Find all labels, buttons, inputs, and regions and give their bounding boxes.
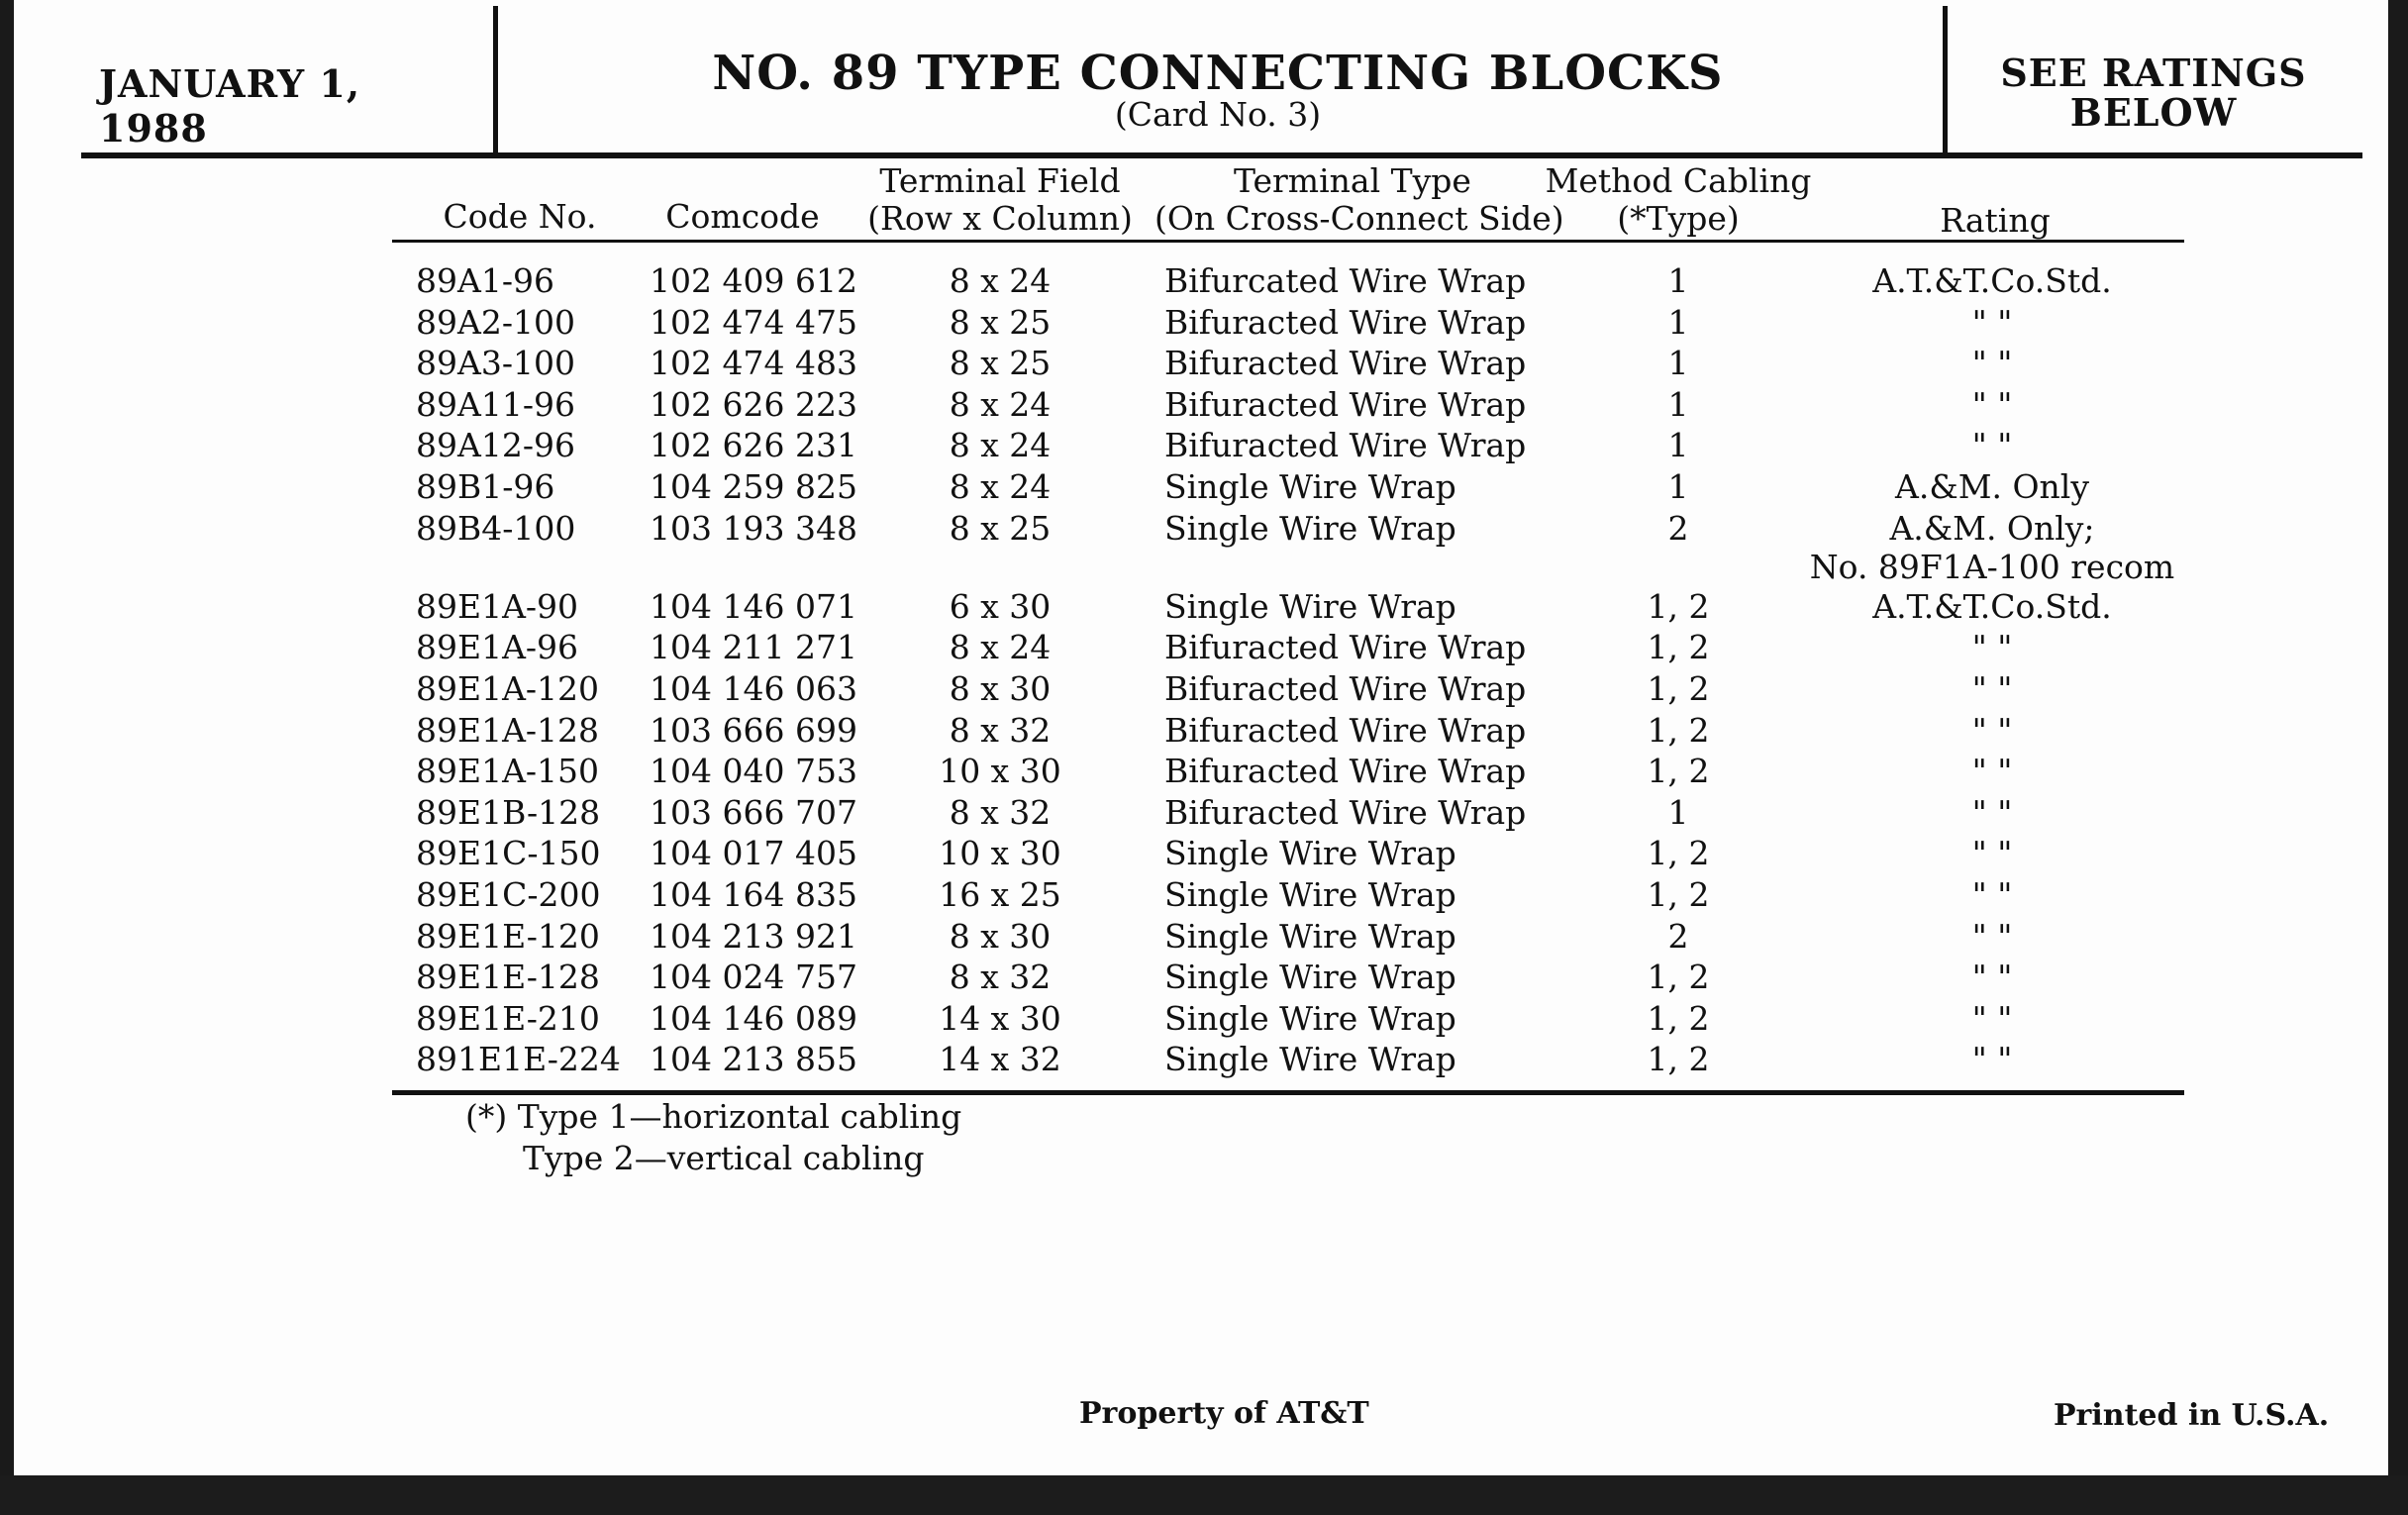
- cell-comcode: 102 409 612: [650, 261, 857, 300]
- cell-type: Single Wire Wrap: [1164, 508, 1456, 548]
- cell-rating: " ": [1971, 344, 2013, 383]
- cell-field: 8 x 32: [949, 710, 1052, 750]
- cell-rating: " ": [1971, 1040, 2013, 1079]
- cell-field: 8 x 25: [949, 302, 1052, 342]
- cell-field: 8 x 25: [949, 508, 1052, 548]
- cell-comcode: 102 626 223: [650, 384, 857, 424]
- cell-method: 1, 2: [1647, 628, 1710, 667]
- header-rule: [81, 152, 2362, 158]
- cell-method: 1: [1667, 384, 1689, 424]
- table-header-rule: [392, 240, 2184, 243]
- col-header-rating: Rating: [1940, 201, 2051, 240]
- cell-rating: " ": [1971, 958, 2013, 997]
- cell-code: 89A12-96: [416, 426, 575, 465]
- col-header-field: [861, 162, 1139, 238]
- cell-code: 89A2-100: [416, 302, 575, 342]
- footer-printed: Printed in U.S.A.: [2054, 1398, 2330, 1433]
- cell-code: 89E1C-150: [416, 834, 601, 873]
- cell-rating: A.T.&T.Co.Std.: [1872, 586, 2112, 626]
- col-header-method-line2: (*Type): [1617, 199, 1740, 238]
- cell-rating: " ": [1971, 916, 2013, 956]
- cell-comcode: 104 164 835: [650, 875, 857, 914]
- col-header-type-line2: (On Cross-Connect Side): [1154, 199, 1564, 238]
- cell-rating: " ": [1971, 875, 2013, 914]
- col-header-type: [1154, 161, 1564, 238]
- cell-method: 1: [1667, 261, 1689, 300]
- cell-rating: " ": [1971, 834, 2013, 873]
- cell-comcode: 104 146 071: [650, 586, 857, 626]
- cell-method: 1: [1667, 302, 1689, 342]
- cell-field: 8 x 30: [949, 669, 1052, 708]
- cell-field: 10 x 30: [939, 752, 1061, 791]
- cell-method: 1: [1667, 467, 1689, 506]
- cell-comcode: 103 666 707: [650, 792, 857, 832]
- cell-method: 1, 2: [1647, 586, 1710, 626]
- cell-type: Single Wire Wrap: [1164, 1040, 1456, 1079]
- cell-field: 8 x 32: [949, 958, 1052, 997]
- cell-method: 2: [1667, 508, 1689, 548]
- cell-code: 89E1A-150: [416, 752, 600, 791]
- cell-comcode: 104 024 757: [650, 958, 857, 997]
- cell-type: Single Wire Wrap: [1164, 467, 1456, 506]
- cell-rating: A.&M. Only: [1895, 467, 2089, 506]
- table-bottom-rule: [392, 1090, 2184, 1095]
- footer-property: Property of AT&T: [1079, 1396, 1369, 1431]
- cell-rating: " ": [1971, 426, 2013, 465]
- cell-comcode: 102 474 483: [650, 344, 857, 383]
- cell-code: 89B1-96: [416, 467, 555, 506]
- cell-code: 891E1E-224: [416, 1040, 621, 1079]
- col-header-method-line1: Method Cabling: [1545, 161, 1812, 200]
- cell-rating: " ": [1971, 710, 2013, 750]
- cell-rating: " ": [1971, 792, 2013, 832]
- card-title: NO. 89 TYPE CONNECTING BLOCKS: [712, 46, 1724, 101]
- cell-method: 1, 2: [1647, 875, 1710, 914]
- header-rating-line2: BELOW: [2069, 90, 2238, 135]
- cell-comcode: 104 146 063: [650, 669, 857, 708]
- cell-method: 1, 2: [1647, 669, 1710, 708]
- card-subtitle: (Card No. 3): [1114, 95, 1322, 134]
- cell-field: 14 x 30: [939, 998, 1061, 1038]
- cell-type: Bifuracted Wire Wrap: [1164, 669, 1527, 708]
- cell-type: Single Wire Wrap: [1164, 834, 1456, 873]
- cell-code: 89A3-100: [416, 344, 575, 383]
- cell-type: Single Wire Wrap: [1164, 998, 1456, 1038]
- cell-field: 10 x 30: [939, 834, 1061, 873]
- cell-rating: " ": [1971, 628, 2013, 667]
- cell-code: 89B4-100: [416, 508, 576, 548]
- cell-comcode: 104 040 753: [650, 752, 857, 791]
- cell-field: 8 x 30: [949, 916, 1052, 956]
- cell-type: Single Wire Wrap: [1164, 916, 1456, 956]
- cell-code: 89A1-96: [416, 261, 554, 300]
- cell-rating-extra: No. 89F1A-100 recom: [1809, 548, 2175, 587]
- cell-code: 89E1B-128: [416, 792, 601, 832]
- cell-method: 1, 2: [1647, 958, 1710, 997]
- cell-code: 89E1A-128: [416, 710, 600, 750]
- cell-comcode: 102 474 475: [650, 302, 857, 342]
- cell-field: 14 x 32: [939, 1040, 1061, 1079]
- cell-type: Bifuracted Wire Wrap: [1164, 344, 1527, 383]
- cell-type: Bifuracted Wire Wrap: [1164, 426, 1527, 465]
- cell-code: 89E1E-120: [416, 916, 600, 956]
- col-header-field-line1: Terminal Field: [879, 161, 1121, 200]
- cell-comcode: 104 259 825: [650, 467, 857, 506]
- cell-comcode: 103 193 348: [650, 508, 857, 548]
- cell-type: Bifuracted Wire Wrap: [1164, 752, 1527, 791]
- cell-rating: A.T.&T.Co.Std.: [1872, 261, 2112, 300]
- cell-method: 1: [1667, 344, 1689, 383]
- cell-rating: " ": [1971, 998, 2013, 1038]
- cell-field: 8 x 24: [949, 426, 1052, 465]
- cell-field: 8 x 24: [949, 261, 1052, 300]
- cell-comcode: 104 211 271: [650, 628, 857, 667]
- cell-field: 8 x 24: [949, 467, 1052, 506]
- cell-rating: " ": [1971, 669, 2013, 708]
- col-header-field-line2: (Row x Column): [867, 199, 1133, 238]
- cell-code: 89E1E-128: [416, 958, 600, 997]
- card-date: JANUARY 1, 1988: [99, 61, 361, 151]
- col-header-method: [1545, 162, 1812, 238]
- scan-edge-bottom: [0, 1475, 2408, 1515]
- cell-field: 8 x 32: [949, 792, 1052, 832]
- cell-field: 8 x 24: [949, 384, 1052, 424]
- header-divider-left: [493, 6, 498, 154]
- cell-code: 89E1A-120: [416, 669, 600, 708]
- cell-method: 2: [1667, 916, 1689, 956]
- cell-method: 1, 2: [1647, 834, 1710, 873]
- cell-method: 1: [1667, 792, 1689, 832]
- cell-method: 1, 2: [1647, 752, 1710, 791]
- footnote-type1: (*) Type 1—horizontal cabling: [465, 1097, 962, 1136]
- cell-comcode: 104 146 089: [650, 998, 857, 1038]
- cell-method: 1, 2: [1647, 998, 1710, 1038]
- cell-rating: " ": [1971, 302, 2013, 342]
- cell-field: 16 x 25: [939, 875, 1061, 914]
- cell-code: 89E1E-210: [416, 998, 600, 1038]
- header-rating-line1: SEE RATINGS: [2000, 50, 2307, 95]
- header-divider-right: [1943, 6, 1948, 158]
- cell-comcode: 104 017 405: [650, 834, 857, 873]
- col-header-type-line1: Terminal Type: [1234, 161, 1471, 200]
- col-header-comcode: Comcode: [665, 197, 820, 236]
- cell-comcode: 103 666 699: [650, 710, 857, 750]
- cell-type: Single Wire Wrap: [1164, 958, 1456, 997]
- cell-field: 8 x 25: [949, 344, 1052, 383]
- cell-comcode: 104 213 855: [650, 1040, 857, 1079]
- scan-edge-left: [0, 0, 14, 1515]
- cell-rating: " ": [1971, 384, 2013, 424]
- cell-field: 8 x 24: [949, 628, 1052, 667]
- cell-code: 89E1A-90: [416, 586, 579, 626]
- cell-field: 6 x 30: [949, 586, 1052, 626]
- cell-type: Bifuracted Wire Wrap: [1164, 710, 1527, 750]
- cell-method: 1, 2: [1647, 710, 1710, 750]
- cell-type: Bifuracted Wire Wrap: [1164, 302, 1527, 342]
- cell-comcode: 104 213 921: [650, 916, 857, 956]
- cell-type: Bifuracted Wire Wrap: [1164, 628, 1527, 667]
- cell-type: Single Wire Wrap: [1164, 875, 1456, 914]
- cell-code: 89E1A-96: [416, 628, 579, 667]
- cell-type: Single Wire Wrap: [1164, 586, 1456, 626]
- cell-comcode: 102 626 231: [650, 426, 857, 465]
- header-rating-note: [1960, 50, 2347, 135]
- cell-method: 1, 2: [1647, 1040, 1710, 1079]
- col-header-code: Code No.: [443, 197, 597, 236]
- cell-type: Bifurcated Wire Wrap: [1164, 261, 1527, 300]
- cell-type: Bifuracted Wire Wrap: [1164, 384, 1527, 424]
- cell-code: 89A11-96: [416, 384, 575, 424]
- cell-code: 89E1C-200: [416, 875, 601, 914]
- cell-rating: " ": [1971, 752, 2013, 791]
- cell-type: Bifuracted Wire Wrap: [1164, 792, 1527, 832]
- scan-edge-right: [2388, 0, 2408, 1515]
- cell-method: 1: [1667, 426, 1689, 465]
- footnote-type2: Type 2—vertical cabling: [523, 1139, 925, 1177]
- cell-rating: A.&M. Only;: [1889, 508, 2095, 548]
